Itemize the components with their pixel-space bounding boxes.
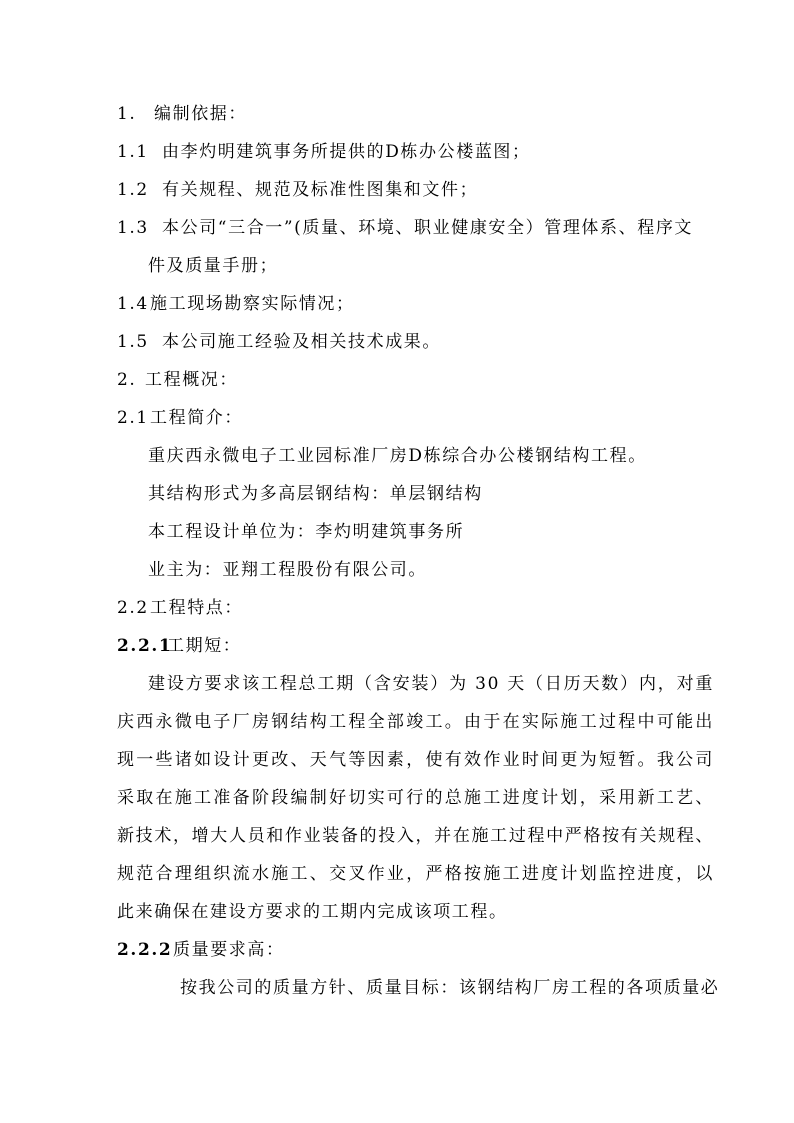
paragraph-text: 现一些诸如设计更改、天气等因素，使有效作业时间更为短暂。我公司 [117, 750, 714, 770]
paragraph-text: 新技术，增大人员和作业装备的投入，并在施工过程中严格按有关规程、 [117, 826, 714, 846]
item-number: 1.4 [117, 294, 149, 314]
paragraph-text: 本工程设计单位为：李灼明建筑事务所 [148, 522, 465, 542]
paragraph-text: 采取在施工准备阶段编制好切实可行的总施工进度计划，采用新工艺、 [117, 788, 714, 808]
item-text: 工程简介： [150, 408, 243, 428]
item-2-2-2 [117, 939, 285, 961]
heading-1 [117, 103, 247, 125]
paragraph-line [117, 787, 714, 809]
paragraph-line [117, 863, 714, 885]
paragraph-text: 规范合理组织流水施工、交叉作业，严格按施工进度计划监控进度，以 [117, 864, 714, 884]
item-text: 施工现场勘察实际情况； [150, 294, 355, 314]
item-text: 本公司“三合一”(质量、环境、职业健康安全）管理体系、程序文 [162, 218, 694, 238]
item-number: 2.2.2 [117, 940, 173, 960]
item-1-2 [117, 179, 478, 201]
paragraph-line [148, 673, 714, 695]
paragraph-text: 重庆西永微电子工业园标准厂房D栋综合办公楼钢结构工程。 [148, 446, 647, 466]
item-number: 1.5 [117, 332, 149, 352]
item-2-2 [117, 597, 243, 619]
heading-text: 工程概况： [145, 370, 238, 390]
paragraph-line [117, 901, 508, 923]
design-unit-line [148, 521, 464, 543]
item-text: 由李灼明建筑事务所提供的D栋办公楼蓝图； [162, 142, 531, 162]
item-text: 有关规程、规范及标准性图集和文件； [162, 180, 479, 200]
item-2-2-1 [117, 635, 241, 657]
item-1-3-continued [148, 255, 278, 277]
item-number: 2.2 [117, 598, 149, 618]
owner-line [148, 559, 427, 581]
item-number: 2.2.1 [117, 636, 173, 656]
item-1-5 [117, 331, 441, 353]
heading-number: 2. [117, 370, 137, 390]
structure-form-line [148, 483, 483, 505]
item-text: 工期短： [167, 636, 242, 656]
item-text: 质量要求高： [173, 940, 285, 960]
paragraph-line [117, 711, 714, 733]
item-2-1 [117, 407, 243, 429]
paragraph-text: 此来确保在建设方要求的工期内完成该项工程。 [117, 902, 508, 922]
paragraph-text: 按我公司的质量方针、质量目标：该钢结构厂房工程的各项质量必 [180, 978, 720, 998]
item-1-3 [117, 217, 693, 239]
item-text: 工程特点： [150, 598, 243, 618]
paragraph-text: 其结构形式为多高层钢结构：单层钢结构 [148, 484, 483, 504]
paragraph-line [117, 825, 714, 847]
paragraph-text: 业主为：亚翔工程股份有限公司。 [148, 560, 427, 580]
heading-2 [117, 369, 238, 391]
item-number: 1.3 [117, 218, 149, 238]
item-number: 1.2 [117, 180, 149, 200]
item-1-1 [117, 141, 531, 163]
heading-text: 编制依据： [154, 104, 247, 124]
item-text: 本公司施工经验及相关技术成果。 [162, 332, 441, 352]
paragraph-line [180, 977, 720, 999]
item-1-4 [117, 293, 355, 315]
paragraph-text: 庆西永微电子厂房钢结构工程全部竣工。由于在实际施工过程中可能出 [117, 712, 714, 732]
item-number: 2.1 [117, 408, 149, 428]
item-number: 1.1 [117, 142, 149, 162]
heading-number: 1. [117, 104, 137, 124]
item-text: 件及质量手册； [148, 256, 279, 276]
project-intro-line [148, 445, 647, 467]
paragraph-text: 建设方要求该工程总工期（含安装）为 30 天（日历天数）内，对重 [148, 674, 714, 694]
paragraph-line [117, 749, 714, 771]
